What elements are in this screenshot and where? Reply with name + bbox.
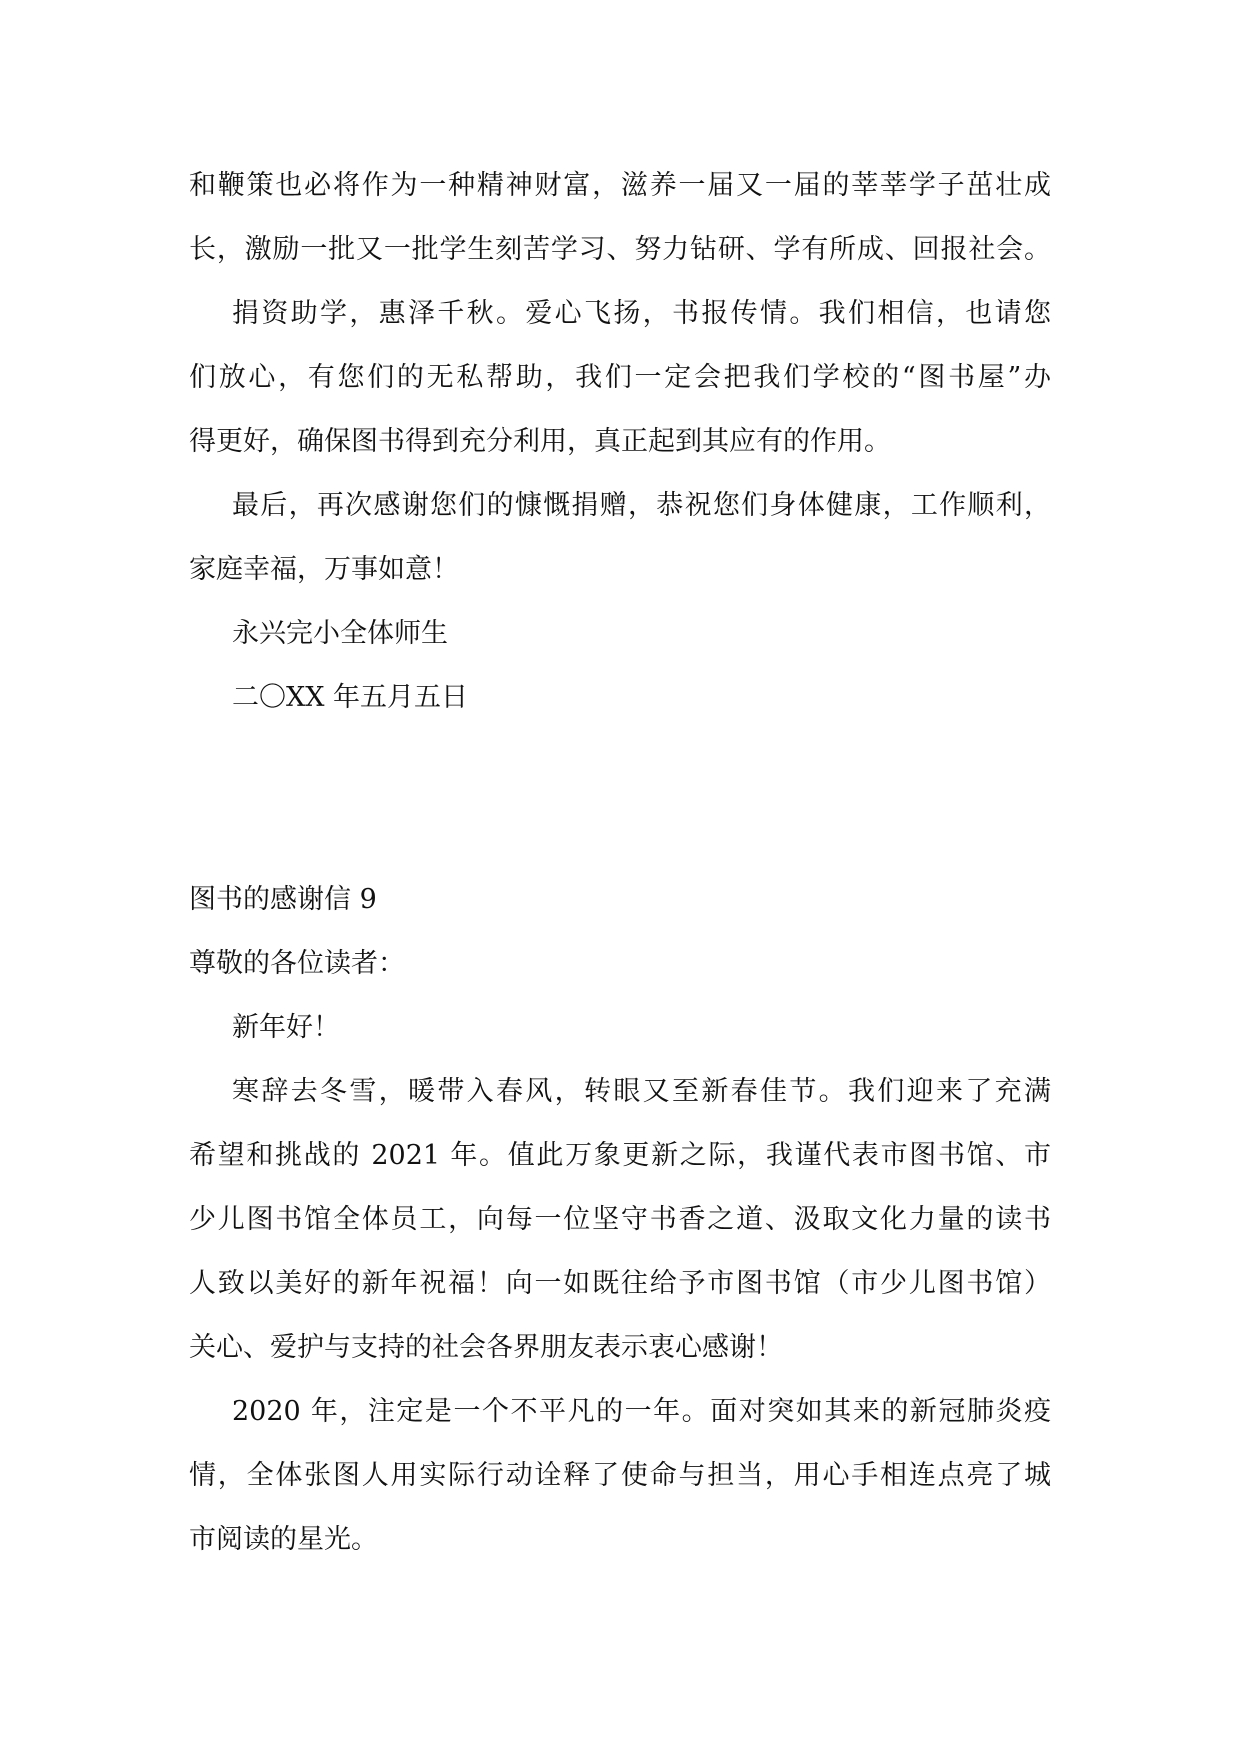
paragraph-line: 家庭幸福，万事如意！ (189, 554, 459, 585)
paragraph-line: 得更好，确保图书得到充分利用，真正起到其应有的作用。 (189, 426, 891, 457)
paragraph-line: 人致以美好的新年祝福！向一如既往给予市图书馆（市少儿图书馆） (189, 1268, 1051, 1299)
paragraph-line: 长，激励一批又一批学生刻苦学习、努力钻研、学有所成、回报社会。 (189, 234, 1051, 265)
paragraph-line: 和鞭策也必将作为一种精神财富，滋养一届又一届的莘莘学子茁壮成 (189, 170, 1051, 201)
paragraph-line: 们放心，有您们的无私帮助，我们一定会把我们学校的“图书屋”办 (189, 362, 1051, 393)
paragraph-line: 市阅读的星光。 (189, 1524, 378, 1555)
paragraph-line: 少儿图书馆全体员工，向每一位坚守书香之道、汲取文化力量的读书 (189, 1204, 1051, 1235)
letter-title: 图书的感谢信 9 (189, 884, 377, 915)
date: 二〇XX 年五月五日 (232, 682, 469, 713)
letter-8-ending (189, 154, 1051, 730)
paragraph-line: 2020 年，注定是一个不平凡的一年。面对突如其来的新冠肺炎疫 (232, 1396, 1051, 1427)
paragraph-line: 捐资助学，惠泽千秋。爱心飞扬，书报传情。我们相信，也请您 (232, 298, 1051, 329)
signature: 永兴完小全体师生 (232, 618, 448, 649)
paragraph-line: 最后，再次感谢您们的慷慨捐赠，恭祝您们身体健康，工作顺利， (232, 490, 1051, 521)
greeting: 新年好！ (232, 1012, 340, 1043)
paragraph-line: 希望和挑战的 2021 年。值此万象更新之际，我谨代表市图书馆、市 (189, 1140, 1051, 1171)
paragraph-line: 关心、爱护与支持的社会各界朋友表示衷心感谢！ (189, 1332, 783, 1363)
paragraph-line: 情，全体张图人用实际行动诠释了使命与担当，用心手相连点亮了城 (189, 1460, 1051, 1491)
salutation: 尊敬的各位读者： (189, 948, 405, 979)
letter-9 (189, 868, 1051, 1572)
paragraph-line: 寒辞去冬雪，暖带入春风，转眼又至新春佳节。我们迎来了充满 (232, 1076, 1051, 1107)
